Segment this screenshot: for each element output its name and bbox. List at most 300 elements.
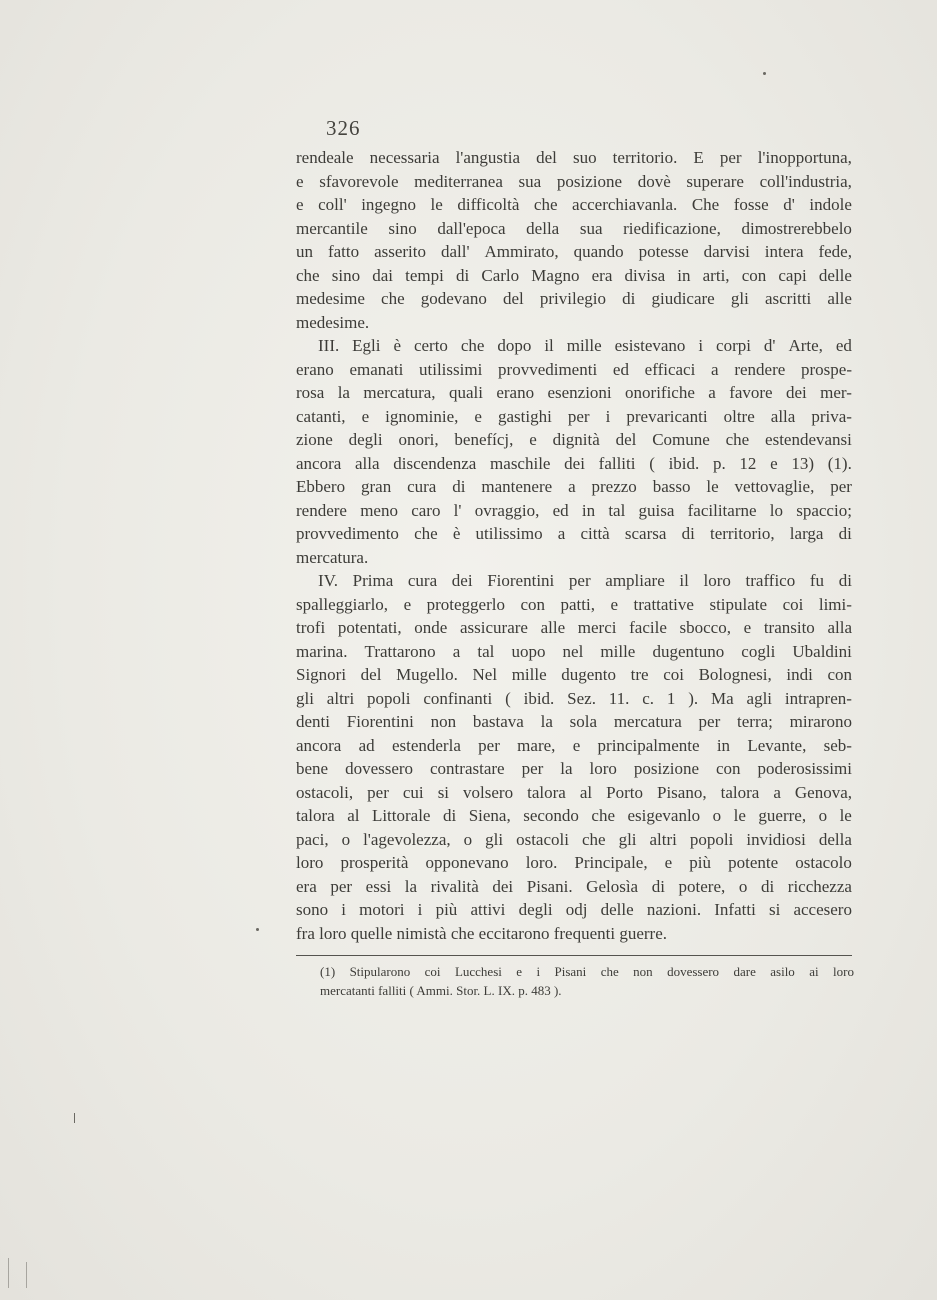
word: gli	[296, 688, 314, 708]
word: Carlo	[481, 265, 520, 285]
word: Levante,	[747, 735, 807, 755]
word: estenderla	[391, 735, 461, 755]
word: di	[760, 876, 775, 896]
word: patti,	[560, 594, 595, 614]
word: essi	[365, 876, 392, 896]
word: che	[725, 430, 750, 449]
word: intera	[764, 242, 804, 261]
word: odj	[565, 900, 588, 919]
word: indole	[809, 195, 852, 214]
word: che	[414, 524, 438, 543]
word: dei	[564, 453, 585, 473]
word: al	[579, 782, 593, 802]
word: e	[516, 964, 523, 979]
word: nel	[562, 641, 584, 661]
word: potentati,	[337, 618, 402, 637]
word: potere,	[678, 876, 726, 896]
text-line-content	[296, 616, 852, 640]
word: Magno	[531, 265, 580, 285]
word: o	[712, 806, 722, 825]
footnote-line-content: mercatanti falliti ( Ammi. Stor. L. IX. p. 483 ).	[320, 983, 562, 998]
word: di	[651, 876, 665, 896]
word: che	[296, 265, 320, 285]
word: cura	[407, 477, 437, 496]
word: trofi	[296, 618, 326, 637]
word: di	[838, 524, 852, 543]
word: fatto	[327, 242, 360, 261]
text-line	[296, 522, 852, 546]
word: del	[615, 430, 637, 449]
word: ovraggio,	[474, 500, 540, 520]
text-line	[296, 499, 852, 523]
word: della	[818, 829, 852, 849]
word: transito	[763, 618, 815, 637]
word: suo	[572, 148, 597, 167]
word: le	[430, 195, 443, 214]
word: delle	[818, 265, 852, 285]
footnote-separator	[296, 955, 852, 956]
word: in	[716, 735, 731, 755]
word: Egli	[352, 336, 381, 355]
word: prezzo	[591, 477, 637, 496]
margin-speck	[256, 928, 259, 931]
word: loro	[703, 571, 731, 590]
text-line	[296, 593, 852, 617]
word: gli	[730, 289, 749, 308]
word: tempi	[405, 265, 444, 285]
word: mantenere	[481, 477, 553, 496]
word: (	[649, 453, 655, 473]
text-line-content	[318, 569, 852, 593]
word: di	[456, 265, 470, 285]
word: Gelosìa	[586, 876, 639, 896]
word: poderosissimi	[757, 759, 852, 778]
word: capi	[778, 265, 807, 285]
word: onorifiche	[625, 383, 695, 402]
word: d'	[783, 195, 795, 214]
word: dovessero	[667, 964, 720, 979]
word: loro	[833, 964, 854, 979]
word: (	[505, 688, 511, 708]
word: è	[452, 524, 461, 543]
word: Trattarono	[364, 641, 436, 661]
word: ed	[612, 359, 629, 379]
word: traffico	[745, 571, 796, 590]
word: ed	[552, 500, 569, 520]
word: potesse	[638, 242, 689, 261]
word: che	[381, 289, 405, 308]
text-line-content	[296, 499, 852, 523]
word: merci	[577, 618, 617, 637]
word: o	[463, 829, 473, 849]
word: terra;	[737, 712, 773, 731]
word: dai	[372, 265, 393, 285]
word: potente	[728, 853, 779, 872]
text-line-content	[296, 170, 852, 194]
word: loro	[296, 853, 324, 872]
word: dare	[733, 964, 756, 979]
word: larga	[789, 524, 824, 543]
word: intrapren-	[784, 688, 852, 708]
word: dovè	[637, 171, 671, 191]
word: nazioni.	[646, 900, 702, 919]
word: zione	[296, 430, 333, 449]
word: Mugello.	[396, 665, 458, 684]
word: altri	[326, 688, 355, 708]
word: Siena,	[468, 806, 511, 825]
text-line-content	[296, 734, 852, 758]
word: rivalità	[430, 876, 479, 896]
text-line	[296, 640, 852, 664]
word: territorio,	[709, 524, 775, 543]
word: dei	[451, 571, 473, 590]
word: difficoltà	[457, 195, 520, 214]
text-line	[296, 287, 852, 311]
word: Ma	[711, 688, 734, 708]
word: Sez.	[567, 688, 596, 708]
word: arti,	[702, 265, 730, 285]
word: giudicare	[651, 289, 715, 308]
text-line	[296, 452, 852, 476]
word: Arte,	[788, 336, 823, 355]
text-line	[296, 264, 852, 288]
word: coi	[424, 964, 441, 979]
text-line	[296, 311, 852, 335]
word: di	[442, 806, 457, 825]
word: le	[733, 806, 746, 825]
word: volsero	[463, 782, 514, 802]
word: alle	[827, 289, 852, 308]
word: attivi	[470, 900, 506, 919]
word: favore	[729, 383, 773, 402]
word: loro	[589, 759, 617, 778]
word: esigevanlo	[627, 806, 701, 825]
word: sfavorevole	[319, 171, 399, 191]
word: mille	[600, 641, 636, 661]
word: ascritti	[764, 289, 812, 308]
text-line	[296, 146, 852, 170]
word: motori	[359, 900, 405, 919]
word: Che	[691, 195, 720, 214]
word: Stipularono	[349, 964, 411, 979]
text-line-content	[296, 522, 852, 546]
word: gli	[485, 829, 504, 849]
word: sino	[331, 265, 361, 285]
footnote-line-content	[320, 962, 854, 981]
margin-speck	[8, 1258, 9, 1288]
word: medesime	[296, 289, 365, 308]
word: meno	[360, 500, 398, 520]
word: 11.	[608, 688, 630, 708]
word: dei	[785, 383, 807, 402]
word: III.	[318, 336, 340, 355]
text-line	[296, 240, 852, 264]
word: mille	[511, 665, 547, 684]
word: fosse	[733, 195, 769, 214]
word: riedificazione,	[623, 218, 721, 238]
word: le	[706, 477, 719, 496]
word: ricchezza	[787, 876, 852, 896]
word: la	[404, 876, 418, 896]
text-line	[296, 170, 852, 194]
word: ingegno	[361, 195, 416, 214]
word: a	[557, 524, 566, 543]
text-line-content	[296, 240, 852, 264]
text-line-content	[296, 452, 852, 476]
word: la	[337, 383, 350, 402]
word: più	[435, 900, 458, 919]
word: gli	[618, 829, 637, 849]
word: rosa	[296, 383, 325, 402]
word: e	[572, 735, 581, 755]
text-line-content	[296, 710, 852, 734]
word: mirarono	[789, 712, 852, 731]
text-line	[296, 475, 852, 499]
word: onde	[414, 618, 448, 637]
word: paci,	[296, 829, 329, 849]
word: d'	[763, 336, 776, 355]
word: guisa	[638, 500, 675, 520]
word: del	[360, 665, 382, 684]
word: marina.	[296, 641, 348, 661]
word: basso	[652, 477, 691, 496]
word: 13)	[791, 453, 815, 473]
text-line-content	[296, 475, 852, 499]
word: mercatura	[613, 712, 682, 731]
word: e	[743, 618, 752, 637]
word: assicurare	[459, 618, 528, 637]
word: ostacolo	[795, 853, 852, 872]
word: al	[347, 806, 360, 825]
text-line-content	[296, 804, 852, 828]
word: fede,	[818, 242, 852, 261]
word: con	[827, 665, 852, 684]
margin-speck	[26, 1262, 27, 1288]
word: i	[341, 900, 347, 919]
word: i	[417, 900, 423, 919]
word: sua	[579, 218, 603, 238]
text-line	[296, 358, 852, 382]
footnote-line	[320, 962, 854, 981]
word: benefícj,	[454, 430, 514, 449]
word: Principale,	[574, 853, 648, 872]
word: divisa	[624, 265, 666, 285]
word: godevano	[420, 289, 487, 308]
word: discendenza	[393, 453, 477, 473]
word: ostacoli,	[296, 782, 354, 802]
word: rendere	[296, 500, 347, 520]
word: lo	[769, 500, 783, 520]
word: invidiosi	[746, 829, 806, 849]
word: Genova,	[794, 782, 852, 802]
word: sono	[296, 900, 329, 919]
word: quando	[573, 242, 624, 261]
word: coll'industria,	[759, 171, 852, 191]
text-line	[296, 804, 852, 828]
word: mediterranea	[414, 171, 503, 191]
word: per	[521, 759, 544, 778]
word: che	[460, 336, 485, 355]
word: e	[296, 171, 304, 191]
word: i	[536, 964, 541, 979]
word: popoli	[367, 688, 411, 708]
word: era	[591, 265, 613, 285]
word: e	[529, 430, 537, 449]
word: del	[502, 289, 524, 308]
word: tal	[608, 500, 626, 520]
word: dopo	[497, 336, 532, 355]
word: darvisi	[703, 242, 750, 261]
word: mille	[566, 336, 602, 355]
word: priva-	[811, 406, 852, 426]
word: Prima	[352, 571, 394, 590]
word: un	[296, 242, 313, 261]
word: spaccio;	[796, 500, 852, 520]
word: tre	[630, 665, 649, 684]
word: mercantile	[296, 218, 368, 238]
word: ai	[809, 964, 819, 979]
word: quali	[448, 383, 483, 402]
word: corpi	[716, 336, 751, 355]
word: alla	[355, 453, 380, 473]
word: dovessero	[345, 759, 414, 778]
word: dall'epoca	[437, 218, 506, 238]
word: o	[818, 806, 828, 825]
word: Pisani	[554, 964, 587, 979]
text-line-content	[296, 687, 852, 711]
word: a	[452, 641, 461, 661]
word: e	[361, 406, 370, 426]
text-line-content	[296, 828, 852, 852]
word: sola	[569, 712, 598, 731]
word: a	[568, 477, 576, 496]
word: caro	[411, 500, 441, 520]
word: cogli	[741, 641, 776, 661]
word: per	[567, 406, 590, 426]
text-line-content	[296, 640, 852, 664]
footnote	[320, 962, 854, 1000]
word: per	[568, 571, 591, 590]
margin-speck	[74, 1113, 75, 1123]
word: per	[478, 735, 500, 755]
word: necessaria	[369, 148, 440, 167]
word: e	[296, 195, 304, 214]
text-line	[296, 546, 852, 570]
word: 12	[739, 453, 757, 473]
text-line	[296, 875, 852, 899]
word: estendevansi	[765, 430, 852, 449]
word: con	[741, 265, 767, 285]
word: di	[622, 289, 636, 308]
word: onori,	[398, 430, 439, 449]
word: cura	[407, 571, 438, 590]
word: e	[664, 853, 673, 872]
word: trattative	[633, 594, 694, 614]
word: ad	[358, 735, 375, 755]
word: in	[677, 265, 691, 285]
word: si	[768, 900, 781, 919]
text-line	[296, 734, 852, 758]
word: (1)	[320, 964, 336, 979]
word: E	[693, 148, 704, 167]
word: di	[838, 571, 852, 590]
text-line-content	[296, 264, 852, 288]
word: si	[437, 782, 450, 802]
word: esistevano	[614, 336, 686, 355]
word: loro.	[525, 853, 558, 872]
word: l'inopportuna,	[757, 148, 852, 167]
word: e	[474, 406, 482, 426]
text-line-content	[296, 193, 852, 217]
word: c.	[642, 688, 655, 708]
word: la	[540, 712, 553, 731]
word: alle	[540, 618, 566, 637]
body-text	[296, 146, 852, 945]
word: Nel	[472, 665, 498, 684]
word: sua	[518, 171, 542, 191]
text-line-content	[296, 358, 852, 382]
word: utilissimo	[475, 524, 543, 543]
word: stipulate	[709, 594, 768, 614]
word: o	[738, 876, 748, 896]
word: l'angustia	[455, 148, 521, 167]
text-line	[296, 828, 852, 852]
word: Porto	[606, 782, 643, 802]
margin-speck	[763, 72, 766, 75]
word: principalmente	[597, 735, 700, 755]
word: secondo	[523, 806, 579, 825]
word: ed	[835, 336, 852, 355]
page-number: 326	[326, 116, 361, 140]
word: denti	[296, 712, 330, 731]
word: agli	[746, 688, 773, 708]
text-line-content: fra loro quelle nimistà che eccitarono frequenti guerre.	[296, 923, 667, 943]
word: Pisano,	[656, 782, 707, 802]
word: a	[773, 782, 781, 802]
word: non	[430, 712, 457, 731]
word: in	[581, 500, 596, 520]
word: con	[520, 594, 546, 614]
word: dei	[492, 876, 514, 896]
word: più	[689, 853, 712, 872]
word: i	[605, 406, 611, 426]
word: coi	[782, 594, 804, 614]
word: accerchiavanla.	[572, 195, 678, 214]
word: la	[560, 759, 573, 778]
word: delle	[600, 900, 634, 919]
text-line	[296, 217, 852, 241]
word: contrastare	[430, 759, 505, 778]
word: ancora	[296, 735, 342, 755]
text-line	[296, 851, 852, 875]
word: mercatura,	[363, 383, 436, 402]
word: e	[770, 453, 778, 473]
word: sbocco,	[679, 618, 731, 637]
word: ).	[688, 688, 699, 708]
word: Fiorentini	[346, 712, 414, 731]
word: gastighi	[497, 406, 552, 426]
text-line	[296, 334, 852, 358]
word: p.	[712, 453, 726, 473]
word: che	[600, 964, 619, 979]
word: Signori	[296, 665, 347, 684]
word: Lucchesi	[454, 964, 502, 979]
word: 1	[666, 688, 676, 708]
text-line	[296, 428, 852, 452]
text-line-content	[296, 593, 852, 617]
word: a	[708, 383, 716, 402]
word: guerre,	[758, 806, 807, 825]
